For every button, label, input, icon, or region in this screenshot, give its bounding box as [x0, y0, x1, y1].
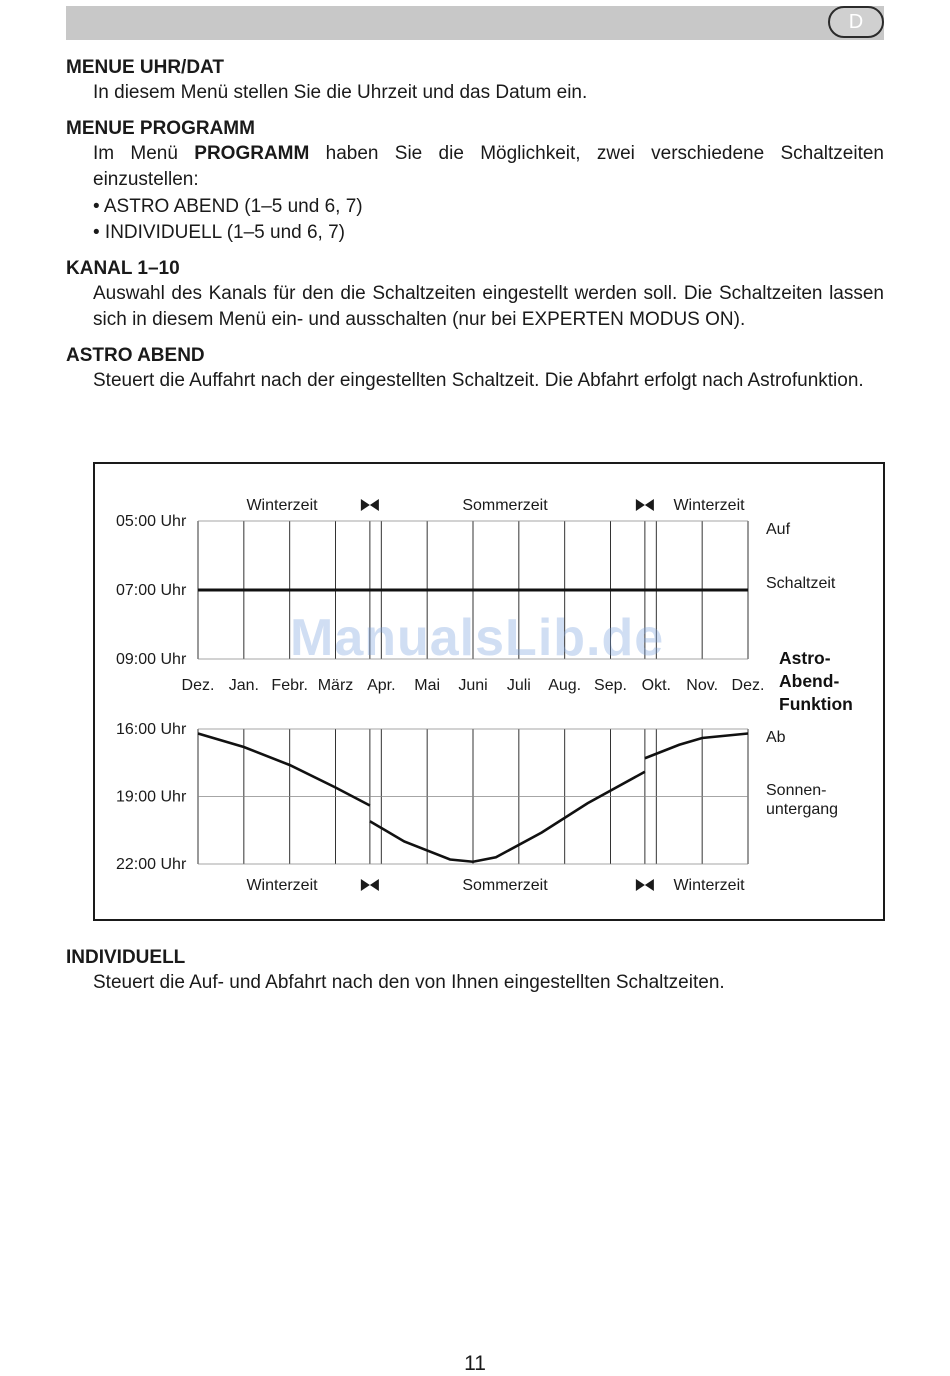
- series-line-sonnenuntergang: [645, 734, 748, 759]
- x-tick-label: Juni: [458, 677, 488, 694]
- x-tick-label: Jan.: [228, 677, 259, 694]
- dst-marker: [636, 499, 654, 511]
- astro-function-title: Funktion: [779, 694, 853, 714]
- dst-marker: [636, 879, 654, 891]
- season-label: Winterzeit: [246, 877, 318, 894]
- x-tick-label: Dez.: [731, 677, 765, 694]
- bold-keyword: PROGRAMM: [194, 142, 310, 164]
- x-tick-label: Dez.: [181, 677, 215, 694]
- section-text: Auswahl des Kanals für den die Schaltzeiten eingestellt werden soll. Die Schaltzeiten lassen sich in diesem Menü ein- und ausschalten (nur bei EXPERTEN MODUS ON).: [93, 282, 884, 330]
- section-astro: [66, 344, 884, 395]
- season-label: Winterzeit: [673, 497, 745, 514]
- x-tick-label: Sep.: [594, 677, 627, 694]
- season-label: Winterzeit: [246, 497, 318, 514]
- x-tick-label: Nov.: [686, 677, 719, 694]
- x-tick-label: Juli: [506, 677, 531, 694]
- season-label: Winterzeit: [673, 877, 745, 894]
- x-tick-label: März: [317, 677, 354, 694]
- section-title: MENUE PROGRAMM: [66, 117, 255, 139]
- y-tick-label: 22:00 Uhr: [116, 856, 187, 873]
- series-line-sonnenuntergang: [370, 772, 645, 862]
- season-label: Sommerzeit: [462, 877, 548, 894]
- section-title: INDIVIDUELL: [66, 947, 186, 968]
- section-text: In diesem Menü stellen Sie die Uhrzeit und das Datum ein.: [93, 82, 588, 103]
- main-content: [66, 56, 884, 404]
- section-text: Steuert die Auf- und Abfahrt nach den von Ihnen eingestellten Schaltzeiten.: [93, 972, 725, 993]
- series-line-sonnenuntergang: [198, 734, 370, 806]
- right-label-untergang: untergang: [766, 801, 839, 818]
- astro-function-title: Astro-: [779, 648, 831, 668]
- x-tick-label: Mai: [414, 677, 441, 694]
- language-badge: D: [828, 6, 884, 38]
- y-tick-label: 05:00 Uhr: [116, 513, 187, 530]
- header-bar: [66, 6, 884, 40]
- section-text: Im Menü PROGRAMM haben Sie die Möglichkeit, zwei verschiedene Schaltzeiten einzustellen:: [93, 142, 884, 190]
- watermark: ManualsLib.de: [290, 609, 665, 667]
- x-tick-label: Aug.: [548, 677, 582, 694]
- right-label-auf: Auf: [766, 521, 791, 538]
- dst-marker: [361, 499, 379, 511]
- section-title: KANAL 1–10: [66, 257, 180, 279]
- y-tick-label: 16:00 Uhr: [116, 721, 187, 738]
- x-tick-label: Apr.: [367, 677, 396, 694]
- astro-chart: [95, 464, 883, 919]
- section-text: Steuert die Auffahrt nach der eingestellten Schaltzeit. Die Abfahrt erfolgt nach Astrofunktion.: [93, 369, 864, 391]
- astro-chart-frame: [93, 462, 885, 921]
- section-individuell: [66, 946, 884, 997]
- right-label-schaltzeit: Schaltzeit: [766, 575, 836, 592]
- y-tick-label: 07:00 Uhr: [116, 582, 187, 599]
- list-item: • ASTRO ABEND (1–5 und 6, 7): [93, 195, 363, 217]
- dst-marker: [361, 879, 379, 891]
- list-item: • INDIVIDUELL (1–5 und 6, 7): [93, 222, 346, 243]
- y-tick-label: 19:00 Uhr: [116, 788, 187, 806]
- right-label-sonnen: Sonnen-: [766, 782, 827, 799]
- x-tick-label: Febr.: [271, 677, 308, 694]
- y-tick-label: 09:00 Uhr: [116, 651, 187, 668]
- section-title: ASTRO ABEND: [66, 344, 205, 366]
- section-programm: [66, 117, 884, 247]
- section-kanal: [66, 257, 884, 334]
- x-tick-label: Okt.: [641, 677, 672, 694]
- right-label-ab: Ab: [766, 729, 786, 746]
- section-title: MENUE UHR/DAT: [66, 57, 224, 78]
- section-uhr: [66, 56, 884, 107]
- astro-function-title: Abend-: [779, 671, 840, 691]
- season-label: Sommerzeit: [462, 497, 548, 514]
- page-number: 11: [464, 1352, 486, 1375]
